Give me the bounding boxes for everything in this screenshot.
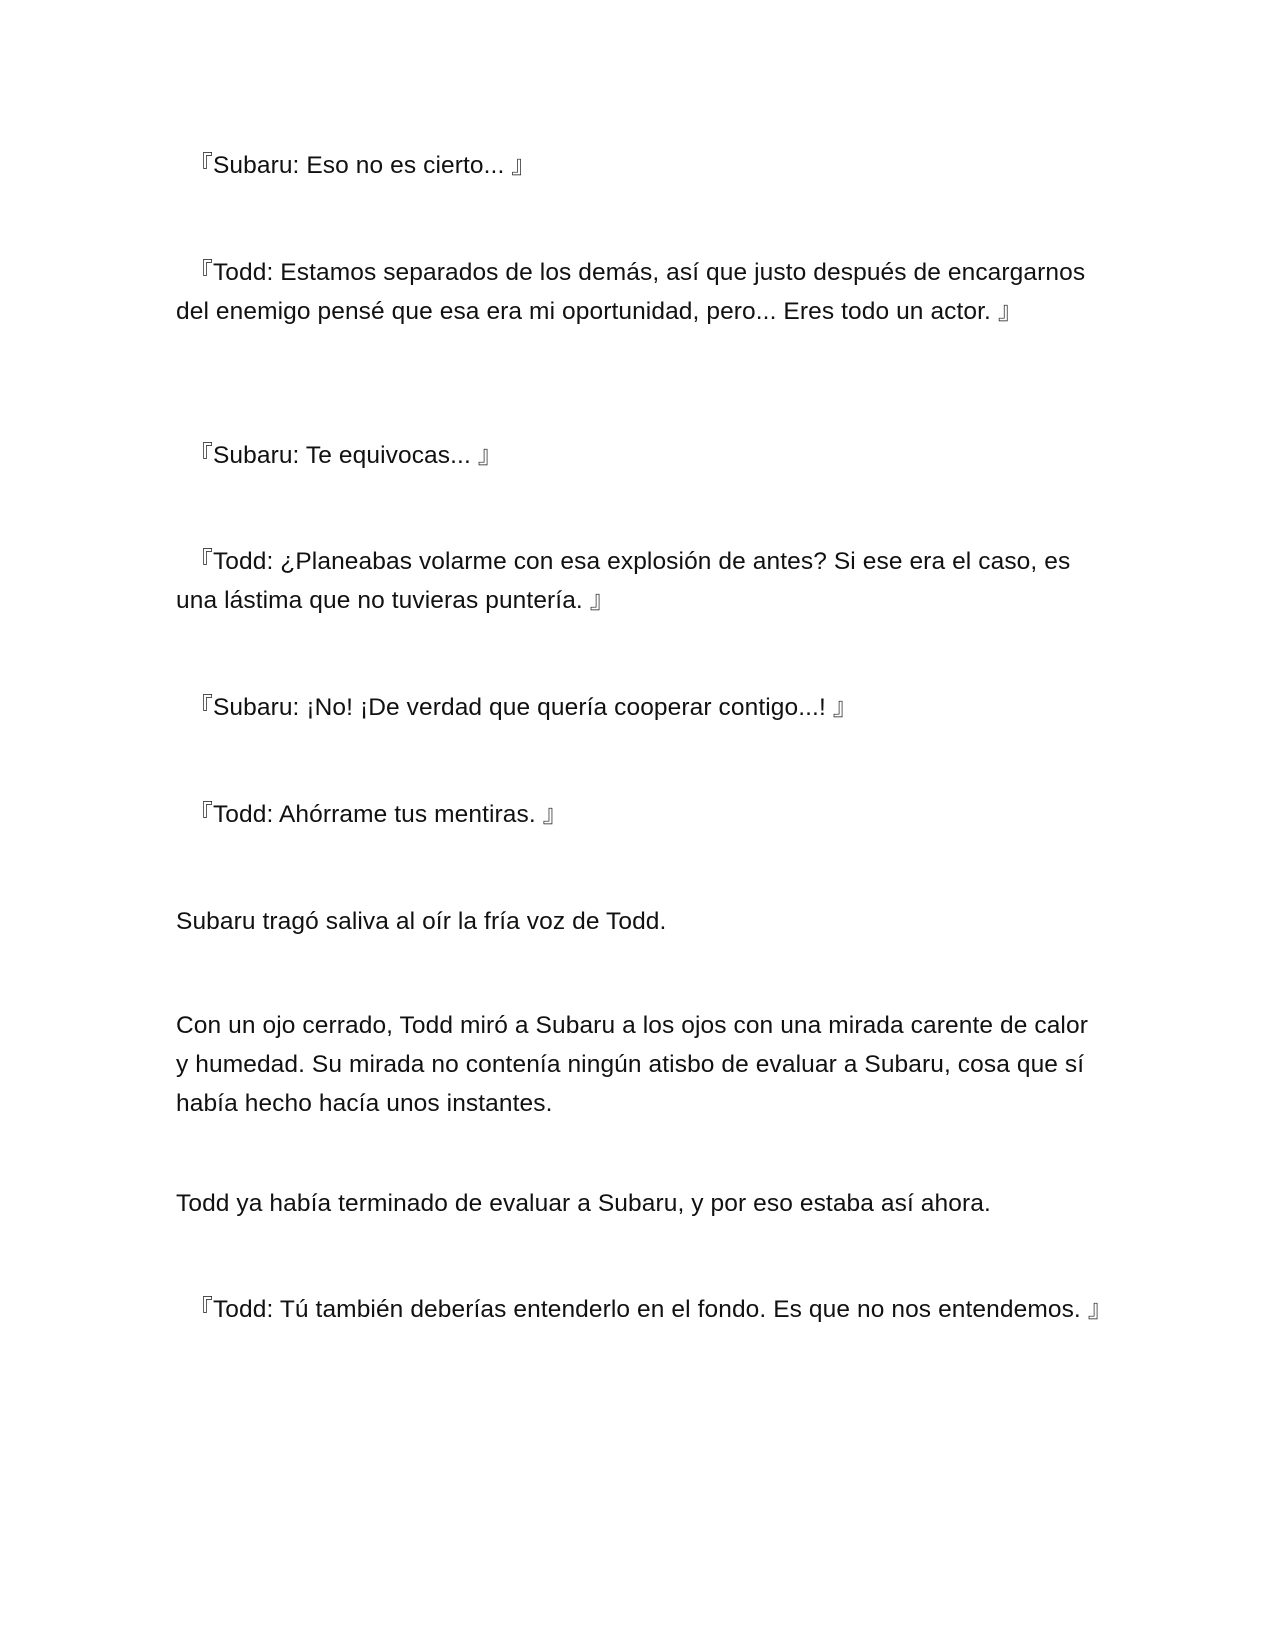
paragraph-todd-line-2: 『Todd: ¿Planeabas volarme con esa explosión de antes? Si ese era el caso, es una lástima que no tuvieras puntería. 』: [176, 548, 1071, 614]
paragraph-subaru-line-1: 『Subaru: Eso no es cierto... 』: [176, 152, 536, 179]
paragraph-narration-3: Todd ya había terminado de evaluar a Subaru, y por eso estaba así ahora.: [176, 1190, 991, 1217]
paragraph-todd-line-4: 『Todd: Tú también deberías entenderlo en el fondo. Es que no nos entendemos. 』: [176, 1296, 1113, 1323]
paragraph-subaru-line-2: 『Subaru: Te equivocas... 』: [176, 442, 503, 469]
paragraph-narration-1: Subaru tragó saliva al oír la fría voz de Todd.: [176, 908, 667, 935]
paragraph-todd-line-1: 『Todd: Estamos separados de los demás, así que justo después de encargarnos del enemigo pensé que esa era mi oportunidad, pero... Eres todo un actor. 』: [176, 259, 1086, 325]
paragraph-todd-line-3: 『Todd: Ahórrame tus mentiras. 』: [176, 801, 568, 828]
paragraph-narration-2: Con un ojo cerrado, Todd miró a Subaru a los ojos con una mirada carente de calor y humedad. Su mirada no contenía ningún atisbo de evaluar a Subaru, cosa que sí había hecho hacía unos instantes.: [176, 1012, 1088, 1117]
paragraph-subaru-line-3: 『Subaru: ¡No! ¡De verdad que quería cooperar contigo...! 』: [176, 694, 858, 721]
